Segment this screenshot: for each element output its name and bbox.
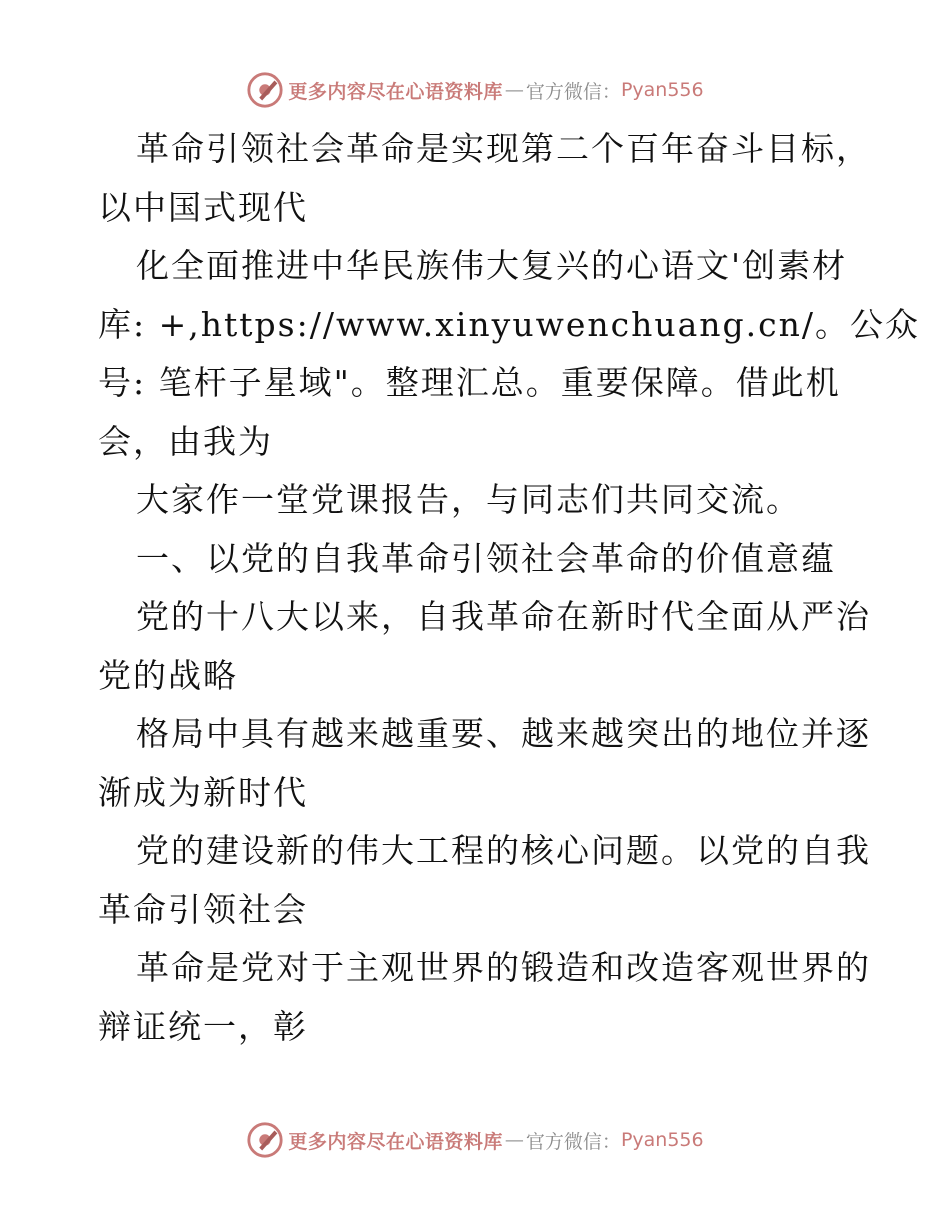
watermark-contact-id: Pyan556 (620, 1129, 704, 1151)
section-heading: 一、以党的自我革命引领社会革命的价值意蕴 (136, 538, 836, 578)
document-body (98, 120, 920, 1056)
text-line: 革命引领社会革命是实现第二个百年奋斗目标， (136, 129, 871, 168)
text-line: 党的十八大以来，自我革命在新时代全面从严治 (136, 597, 871, 636)
text-line: 革命引领社会 (98, 889, 308, 929)
text-line: 党的建设新的伟大工程的核心问题。以党的自我 (136, 831, 871, 870)
text-line: 辩证统一，彰 (98, 1006, 308, 1046)
text-line: 号: 笔杆子星域"。整理汇总。重要保障。借此机 (98, 363, 841, 402)
watermark-contact-id: Pyan556 (620, 79, 704, 101)
footer-watermark (0, 1118, 950, 1162)
header-watermark (0, 68, 950, 112)
brand-logo-icon (246, 71, 284, 109)
text-line: 会，由我为 (98, 421, 273, 461)
text-line: 大家作一堂党课报告，与同志们共同交流。 (136, 480, 801, 519)
watermark-brand: 更多内容尽在心语资料库 (288, 80, 503, 103)
text-line: 化全面推进中华民族伟大复兴的心语文'创素材 (136, 246, 848, 285)
brand-logo-icon (246, 1121, 284, 1159)
watermark-contact-label: 官方微信： (525, 1130, 621, 1153)
text-line: 党的战略 (98, 655, 238, 695)
watermark-separator: — (504, 79, 524, 101)
text-line: 革命是党对于主观世界的锻造和改造客观世界的 (136, 948, 871, 987)
watermark-contact-label: 官方微信： (525, 80, 621, 103)
text-line: 格局中具有越来越重要、越来越突出的地位并逐 (136, 714, 871, 753)
text-line: 以中国式现代 (98, 187, 308, 227)
text-line: 渐成为新时代 (98, 772, 308, 812)
watermark-separator: — (504, 1129, 524, 1151)
text-line: 库: +,https://www.xinyuwenchuang.cn/。公众 (98, 304, 920, 344)
watermark-brand: 更多内容尽在心语资料库 (288, 1130, 503, 1153)
